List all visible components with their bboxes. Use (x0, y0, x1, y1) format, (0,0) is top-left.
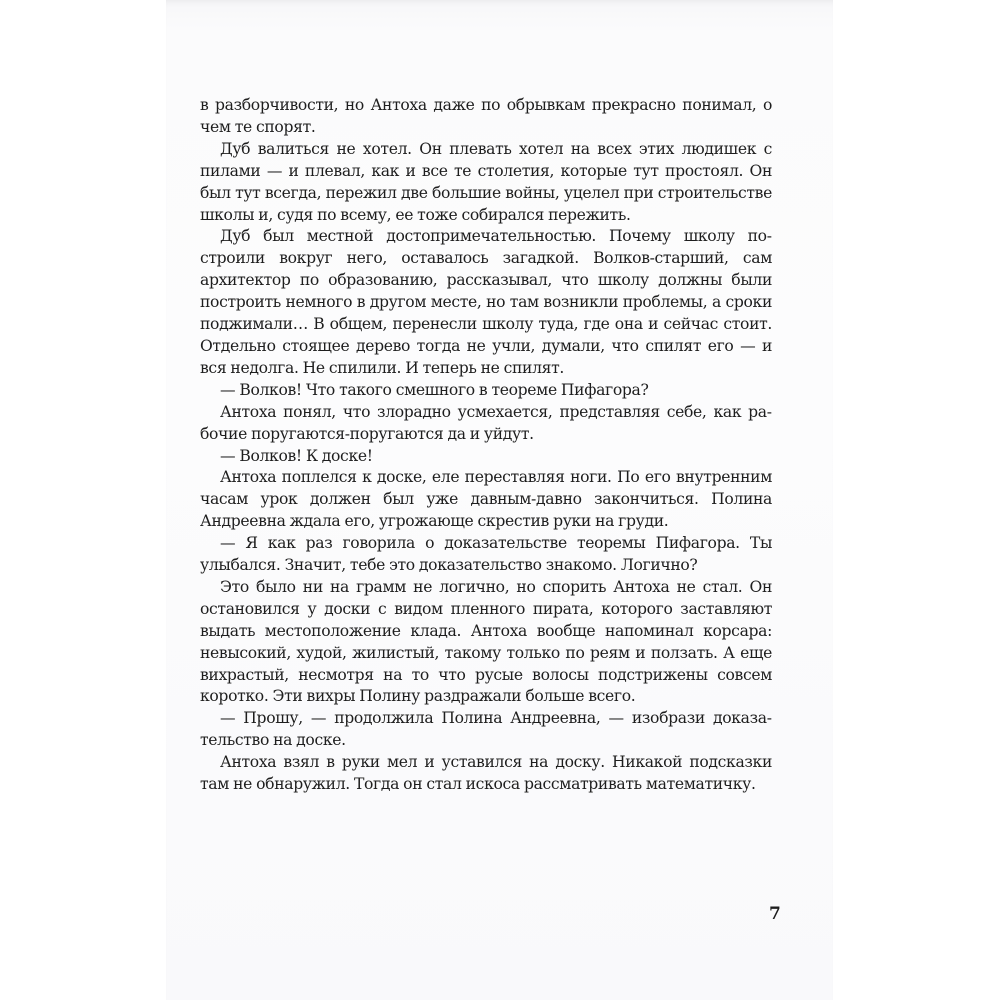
dialogue-line: — Я как раз говорила о доказательстве теоремы Пифагора. Ты улыбался. Значит, тебе это доказательство знакомо. Логично? (200, 534, 772, 575)
dialogue-line: — Прошу, — продолжила Полина Андреевна, — изобрази доказательство на доске. (200, 709, 772, 750)
paragraph: Дуб валиться не хотел. Он плевать хотел на всех этих людишек с пилами — и плевал, как и все те столетия, которые тут простоял. Он был тут всегда, пережил две большие войны, уцелел при строительстве школы и, судя по всему, ее тоже собирался пережить. (200, 139, 772, 224)
book-page (166, 0, 833, 1000)
paragraph: Антоха поплелся к доске, еле переставляя ноги. По его внутренним часам урок должен был уже давным-давно закончиться. Полина Андреевна ждала его, угрожающе скрестив руки на груди. (200, 468, 772, 531)
page-number: 7 (769, 904, 781, 924)
dialogue-line: — Волков! Что такого смешного в теореме Пифагора? (220, 380, 649, 399)
paragraph: в разборчивости, но Антоха даже по обрывкам прекрасно понимал, о чем те спорят. (200, 96, 772, 136)
paragraph: Антоха понял, что злорадно усмехается, представляя себе, как рабочие поругаются-поругаются да и уйдут. (200, 402, 772, 443)
body-text (200, 95, 772, 796)
paragraph: Антоха взял в руки мел и уставился на доску. Никакой подсказки там не обнаружил. Тогда он стал искоса рассматривать математичку. (200, 753, 772, 794)
paragraph: Дуб был местной достопримечательностью. Почему школу построили вокруг него, оставалось загадкой. Волков-старший, сам архитектор по образованию, рассказывал, что школу должны были построить немного в другом месте, но там возникли проблемы, а сроки поджимали… В общем, перенесли школу туда, где она и сейчас стоит. Отдельно стоящее дерево тогда не учли, думали, что спилят его — и вся недолга. Не спилили. И теперь не спилят. (200, 227, 772, 377)
dialogue-line: — Волков! К доске! (220, 446, 373, 465)
paragraph: Это было ни на грамм не логично, но спорить Антоха не стал. Он остановился у доски с видом пленного пирата, которого заставляют выдать местоположение клада. Антоха вообще напоминал корсара: невысокий, худой, жилистый, такому только по реям и ползать. А еще вихрастый, несмотря на то что русые волосы подстрижены совсем коротко. Эти вихры Полину раздражали больше всего. (200, 577, 772, 706)
